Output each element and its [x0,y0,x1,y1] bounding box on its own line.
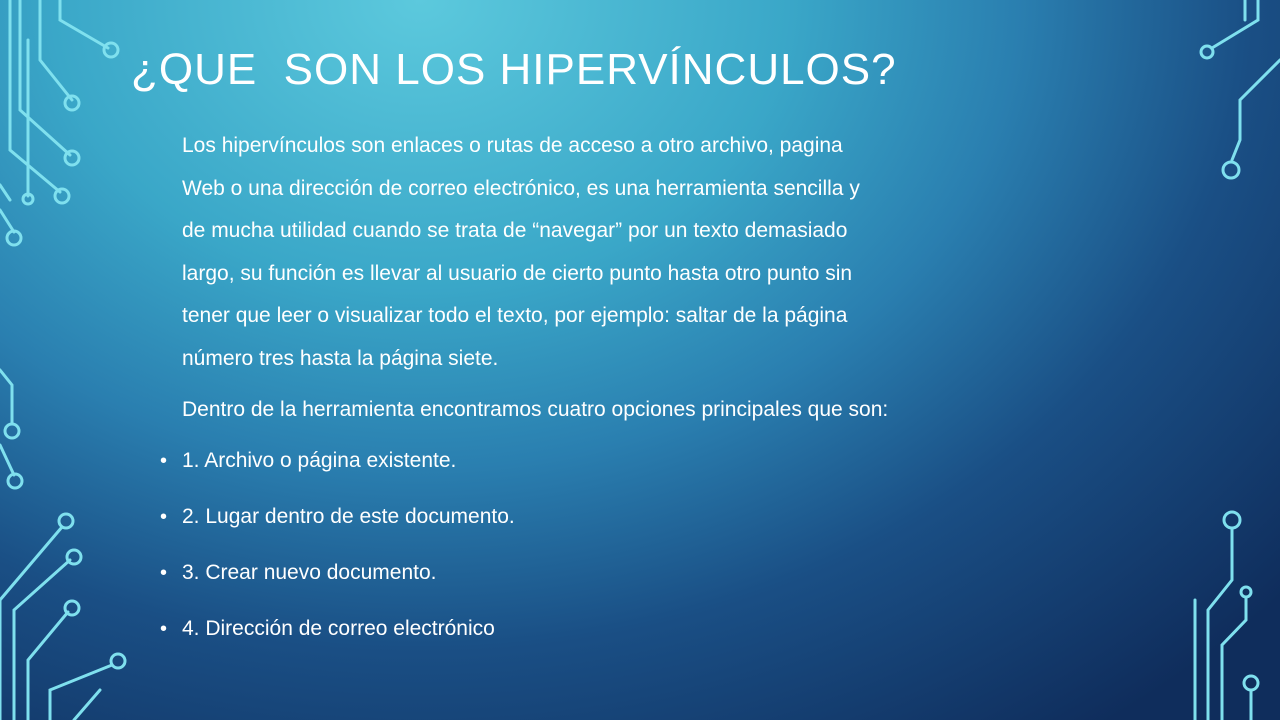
list-item [160,552,1082,608]
paragraph-line: de mucha utilidad cuando se trata de “navegar” por un texto demasiado [182,219,848,242]
option-text: 2. Lugar dentro de este documento. [182,505,515,528]
option-text: 3. Crear nuevo documento. [182,561,437,584]
list-item [160,608,1082,664]
list-item [160,440,1082,496]
options-list [160,440,1082,664]
list-item [160,496,1082,552]
option-text: 1. Archivo o página existente. [182,449,457,472]
bullet-icon: • [160,450,168,472]
paragraph-line: largo, su función es llevar al usuario de cierto punto hasta otro punto sin [182,261,853,285]
slide-body [160,125,1082,664]
paragraph-line: Los hipervínculos son enlaces o rutas de acceso a otro archivo, pagina [182,134,843,157]
bullet-icon: • [160,618,168,640]
description-paragraph [182,125,1082,380]
options-intro: Dentro de la herramienta encontramos cuatro opciones principales que son: [182,398,889,421]
paragraph-line: Web o una dirección de correo electrónico, es una herramienta sencilla y [182,176,860,200]
option-text: 4. Dirección de correo electrónico [182,617,495,640]
bullet-icon: • [160,562,168,584]
slide-title: ¿QUE SON LOS HIPERVÍNCULOS? [131,45,897,94]
bullet-icon: • [160,506,168,528]
paragraph-line: tener que leer o visualizar todo el texto, por ejemplo: saltar de la página [182,304,848,327]
paragraph-line: número tres hasta la página siete. [182,346,499,370]
